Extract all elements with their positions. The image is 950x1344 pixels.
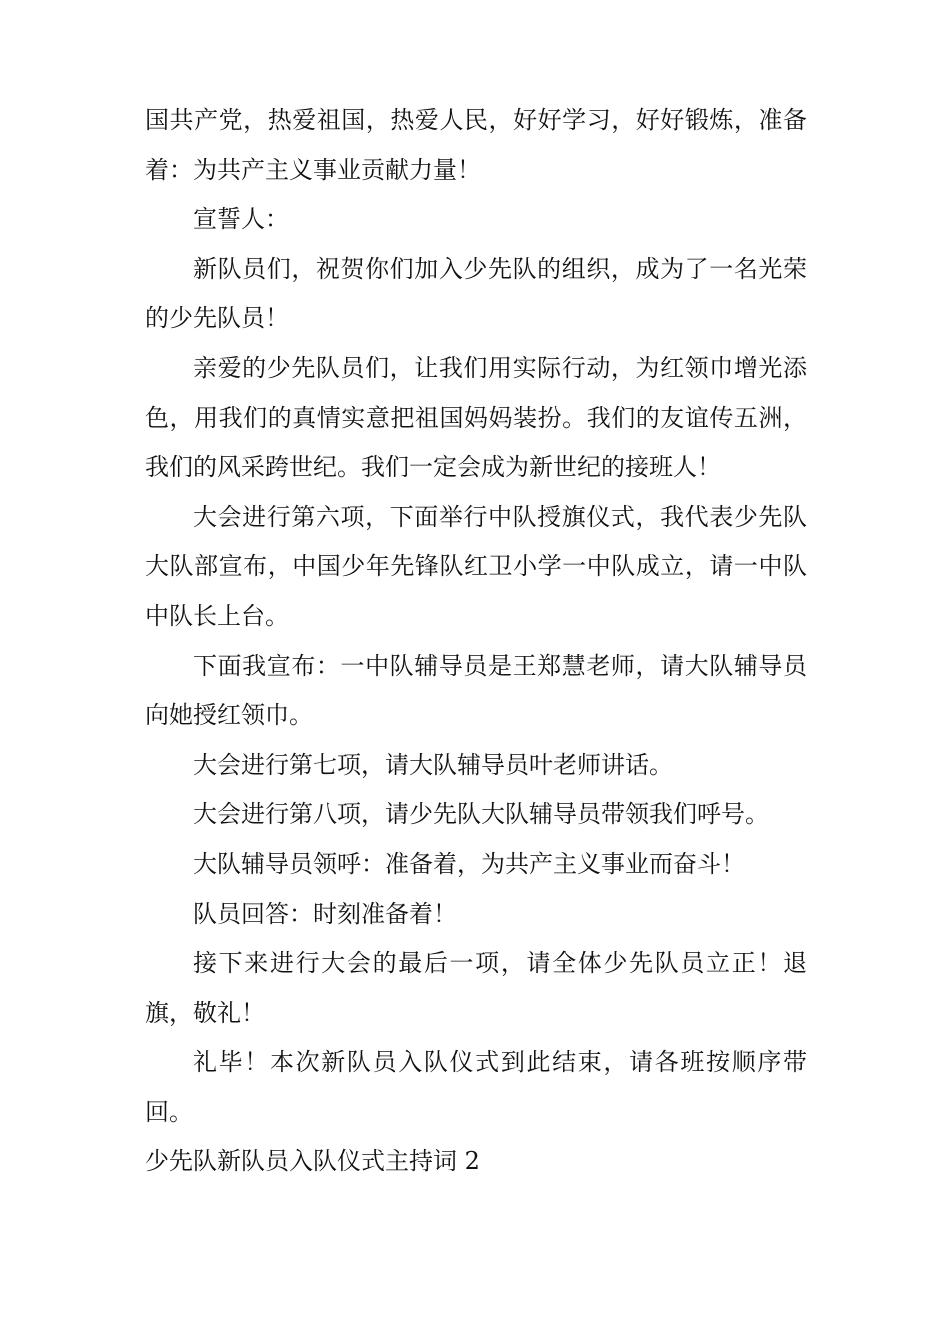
paragraph-closing: 礼毕！本次新队员入队仪式到此结束，请各班按顺序带回。	[145, 1048, 807, 1126]
paragraph-oath-continuation: 国共产党，热爱祖国，热爱人民，好好学习，好好锻炼，准备着：为共产主义事业贡献力量！	[145, 106, 807, 184]
paragraph-item-seven: 大会进行第七项，请大队辅导员叶老师讲话。	[193, 750, 673, 779]
paragraph-oath-taker: 宣誓人：	[193, 205, 289, 234]
paragraph-counselor-announcement: 下面我宣布：一中队辅导员是王郑慧老师，请大队辅导员向她授红领巾。	[145, 651, 807, 730]
paragraph-call: 大队辅导员领呼：准备着，为共产主义事业而奋斗！	[193, 849, 745, 878]
paragraph-congratulations: 新队员们，祝贺你们加入少先队的组织，成为了一名光荣的少先队员！	[145, 254, 807, 333]
paragraph-final-item: 接下来进行大会的最后一项，请全体少先队员立正！退旗，敬礼！	[145, 949, 807, 1027]
document-page	[145, 96, 807, 1187]
paragraph-item-six: 大会进行第六项，下面举行中队授旗仪式，我代表少先队大队部宣布，中国少年先锋队红卫小学一中队成立，请一中队中队长上台。	[145, 502, 807, 630]
paragraph-encouragement: 亲爱的少先队员们，让我们用实际行动，为红领巾增光添色，用我们的真情实意把祖国妈妈装扮。我们的友谊传五洲，我们的风采跨世纪。我们一定会成为新世纪的接班人！	[145, 353, 807, 482]
paragraph-response: 队员回答：时刻准备着！	[193, 899, 457, 928]
section-heading: 少先队新队员入队仪式主持词 2	[145, 1147, 480, 1176]
paragraph-item-eight: 大会进行第八项，请少先队大队辅导员带领我们呼号。	[193, 800, 769, 829]
